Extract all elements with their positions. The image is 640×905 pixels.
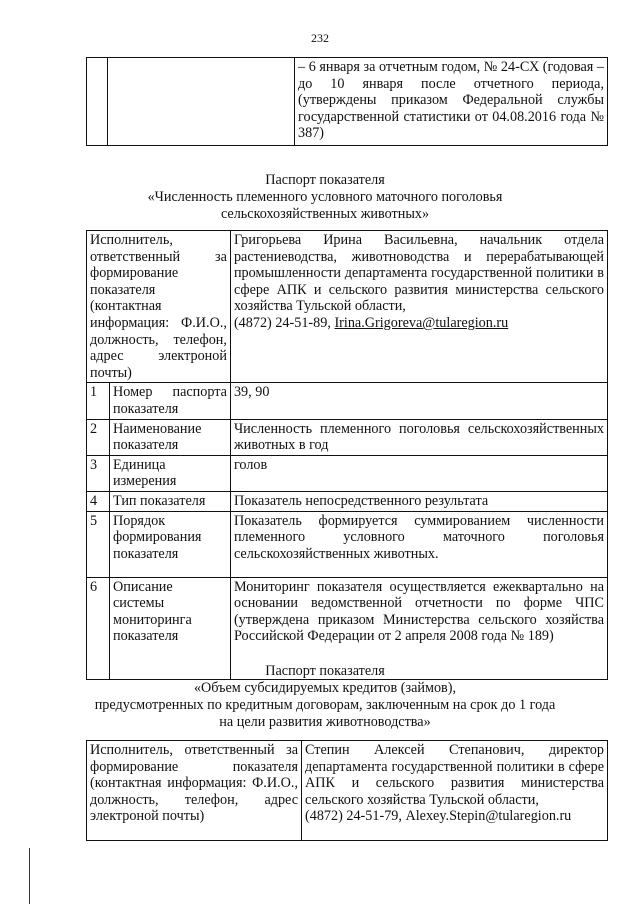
executor-contact: (4872) 24-51-79, Alexey.Stepin@tularegion.ru <box>305 808 572 825</box>
passport1-title: Паспорт показателя <box>265 172 385 188</box>
passport2-subtitle-line3: на цели развития животноводства» <box>219 714 431 730</box>
row-value: 39, 90 <box>230 383 607 419</box>
row-value: Численность племенного поголовья сельскохозяйственных животных в год <box>230 419 607 455</box>
row-value: Показатель формируется суммированием численности племенного условного маточного поголовья сельскохозяйственных животных. <box>230 511 607 577</box>
empty-cell <box>87 58 108 146</box>
row-number: 6 <box>87 577 110 679</box>
executor-value: Степин Алексей Степанович, директор департамента государственной политики в сфере АПК и сельского развития министерства сельского хозяйства Тульской области, <box>305 742 604 808</box>
empty-cell <box>108 58 295 146</box>
row-value: голов <box>230 455 607 491</box>
row-label: Описание системы мониторинга показателя <box>110 577 231 679</box>
passport1-subtitle-line2: сельскохозяйственных животных» <box>220 206 430 222</box>
report-deadline-cell: – 6 января за отчетным годом, № 24-СХ (годовая – до 10 января после отчетного периода, (утверждены приказом Федеральной службы государственной статистики от 04.08.2016 года № 387) <box>295 58 608 146</box>
row-label: Порядок формирования показателя <box>110 511 231 577</box>
passport2-subtitle-line1: «Объем субсидируемых кредитов (займов), <box>193 680 457 696</box>
executor-value: Григорьева Ирина Васильевна, начальник отдела растениеводства, животноводства и перерабатывающей промышленности департамента государственной политики в сфере АПК и сельского развития министерства сельского хозяйства Тульской области, <box>233 232 604 315</box>
passport2-subtitle-line2: предусмотренных по кредитным договорам, заключенным на срок до 1 года <box>94 697 556 713</box>
passport2-heading <box>60 663 590 731</box>
row-number: 3 <box>87 455 110 491</box>
page-number: 232 <box>311 31 329 45</box>
row-number: 2 <box>87 419 110 455</box>
passport1-table <box>86 230 608 680</box>
executor-label: Исполнитель, ответственный за формирование показателя (контактная информация: Ф.И.О., должность, телефон, адрес электроной почты) <box>87 231 231 383</box>
passport1-heading <box>60 172 590 223</box>
row-value: Показатель непосредственного результата <box>230 491 607 511</box>
row-value: Мониторинг показателя осуществляется ежеквартально на основании ведомственной отчетности по форме ЧПС (утверждена приказом Министерства сельского хозяйства Российской Федерации от 2 апреля 2008 года № 189) <box>230 577 607 679</box>
passport2-table <box>86 740 608 841</box>
row-label: Тип показателя <box>110 491 231 511</box>
row-number: 1 <box>87 383 110 419</box>
passport1-subtitle-line1: «Численность племенного условного маточного поголовья <box>147 189 503 205</box>
top-continuation-table <box>86 57 608 146</box>
margin-line <box>29 848 30 904</box>
row-number: 5 <box>87 511 110 577</box>
row-label: Номер паспорта показателя <box>110 383 231 419</box>
executor-phone: (4872) 24-51-89, <box>233 314 335 331</box>
row-number: 4 <box>87 491 110 511</box>
executor-label: Исполнитель, ответственный за формирование показателя (контактная информация: Ф.И.О., должность, телефон, адрес электроной почты) <box>87 741 302 841</box>
row-label: Наименование показателя <box>110 419 231 455</box>
passport2-title: Паспорт показателя <box>265 663 385 679</box>
executor-value-cell <box>230 231 607 383</box>
executor-value-cell <box>302 741 608 841</box>
row-label: Единица измерения <box>110 455 231 491</box>
executor-email-link[interactable]: Irina.Grigoreva@tularegion.ru <box>334 314 509 331</box>
